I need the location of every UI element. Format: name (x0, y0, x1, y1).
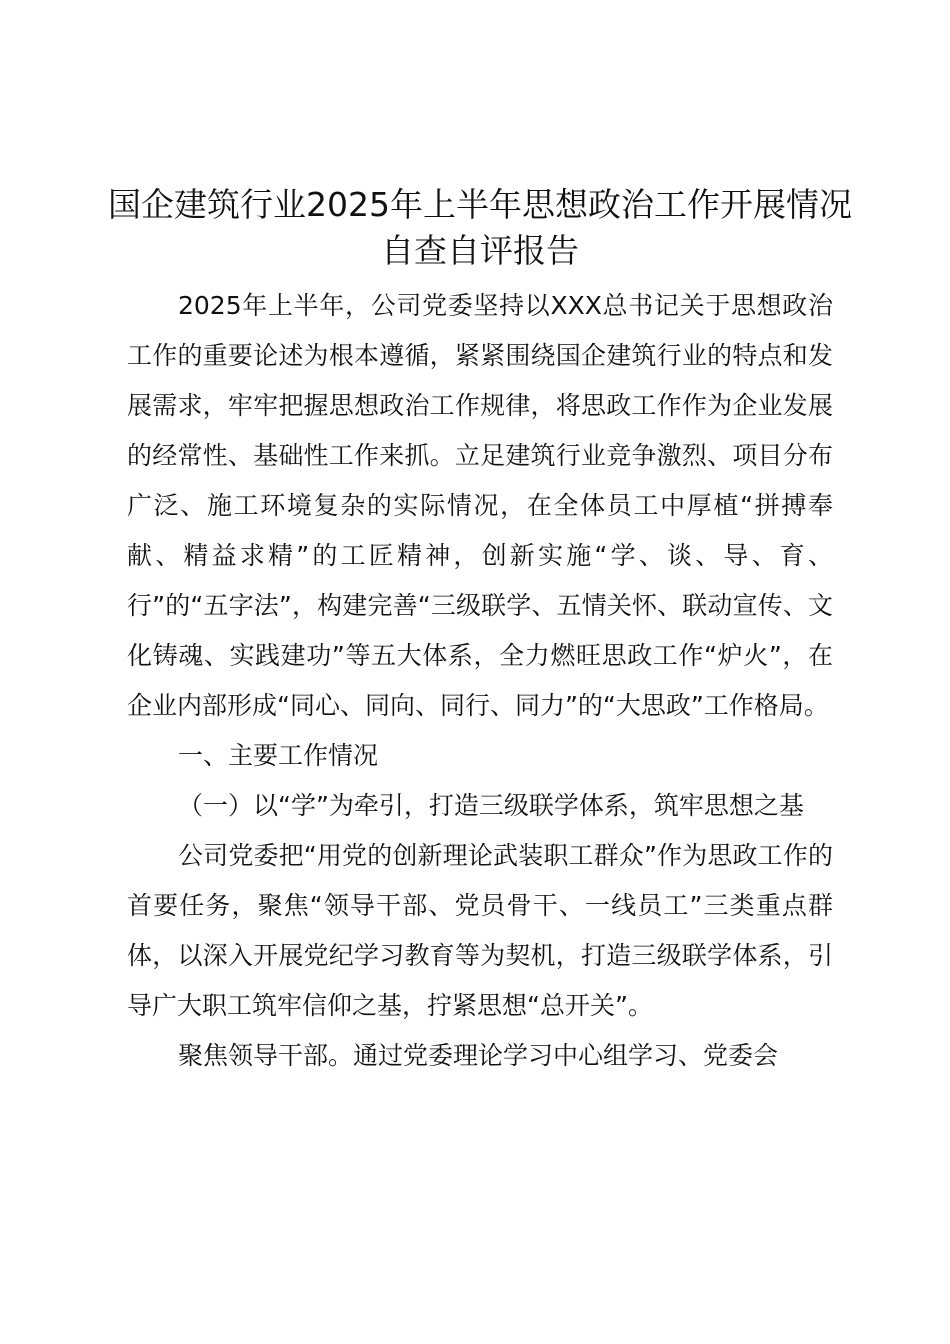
document-body (127, 281, 833, 1081)
document-title: 国企建筑行业2025年上半年思想政治工作开展情况自查自评报告 (108, 185, 852, 270)
subsection-heading: （一）以“学”为牵引，打造三级联学体系，筑牢思想之基 (178, 791, 804, 820)
intro-paragraph: 2025年上半年，公司党委坚持以XXX总书记关于思想政治工作的重要论述为根本遵循，紧紧围绕国企建筑行业的特点和发展需求，牢牢把握思想政治工作规律，将思政工作作为企业发展的经常性、基础性工作来抓。立足建筑行业竞争激烈、项目分布广泛、施工环境复杂的实际情况，在全体员工中厚植“拼搏奉献、精益求精”的工匠精神，创新实施“学、谈、导、育、行”的“五字法”，构建完善“三级联学、五情关怀、联动宣传、文化铸魂、实践建功”等五大体系，全力燃旺思政工作“炉火”，在企业内部形成“同心、同向、同行、同力”的“大思政”工作格局。 (127, 291, 833, 720)
body-paragraph-continued: 聚焦领导干部。通过党委理论学习中心组学习、党委会 (178, 1041, 779, 1070)
body-paragraph: 公司党委把“用党的创新理论武装职工群众”作为思政工作的首要任务，聚焦“领导干部、党员骨干、一线员工”三类重点群体，以深入开展党纪学习教育等为契机，打造三级联学体系，引导广大职工筑牢信仰之基，拧紧思想“总开关”。 (127, 841, 833, 1020)
section-heading: 一、主要工作情况 (178, 741, 379, 770)
